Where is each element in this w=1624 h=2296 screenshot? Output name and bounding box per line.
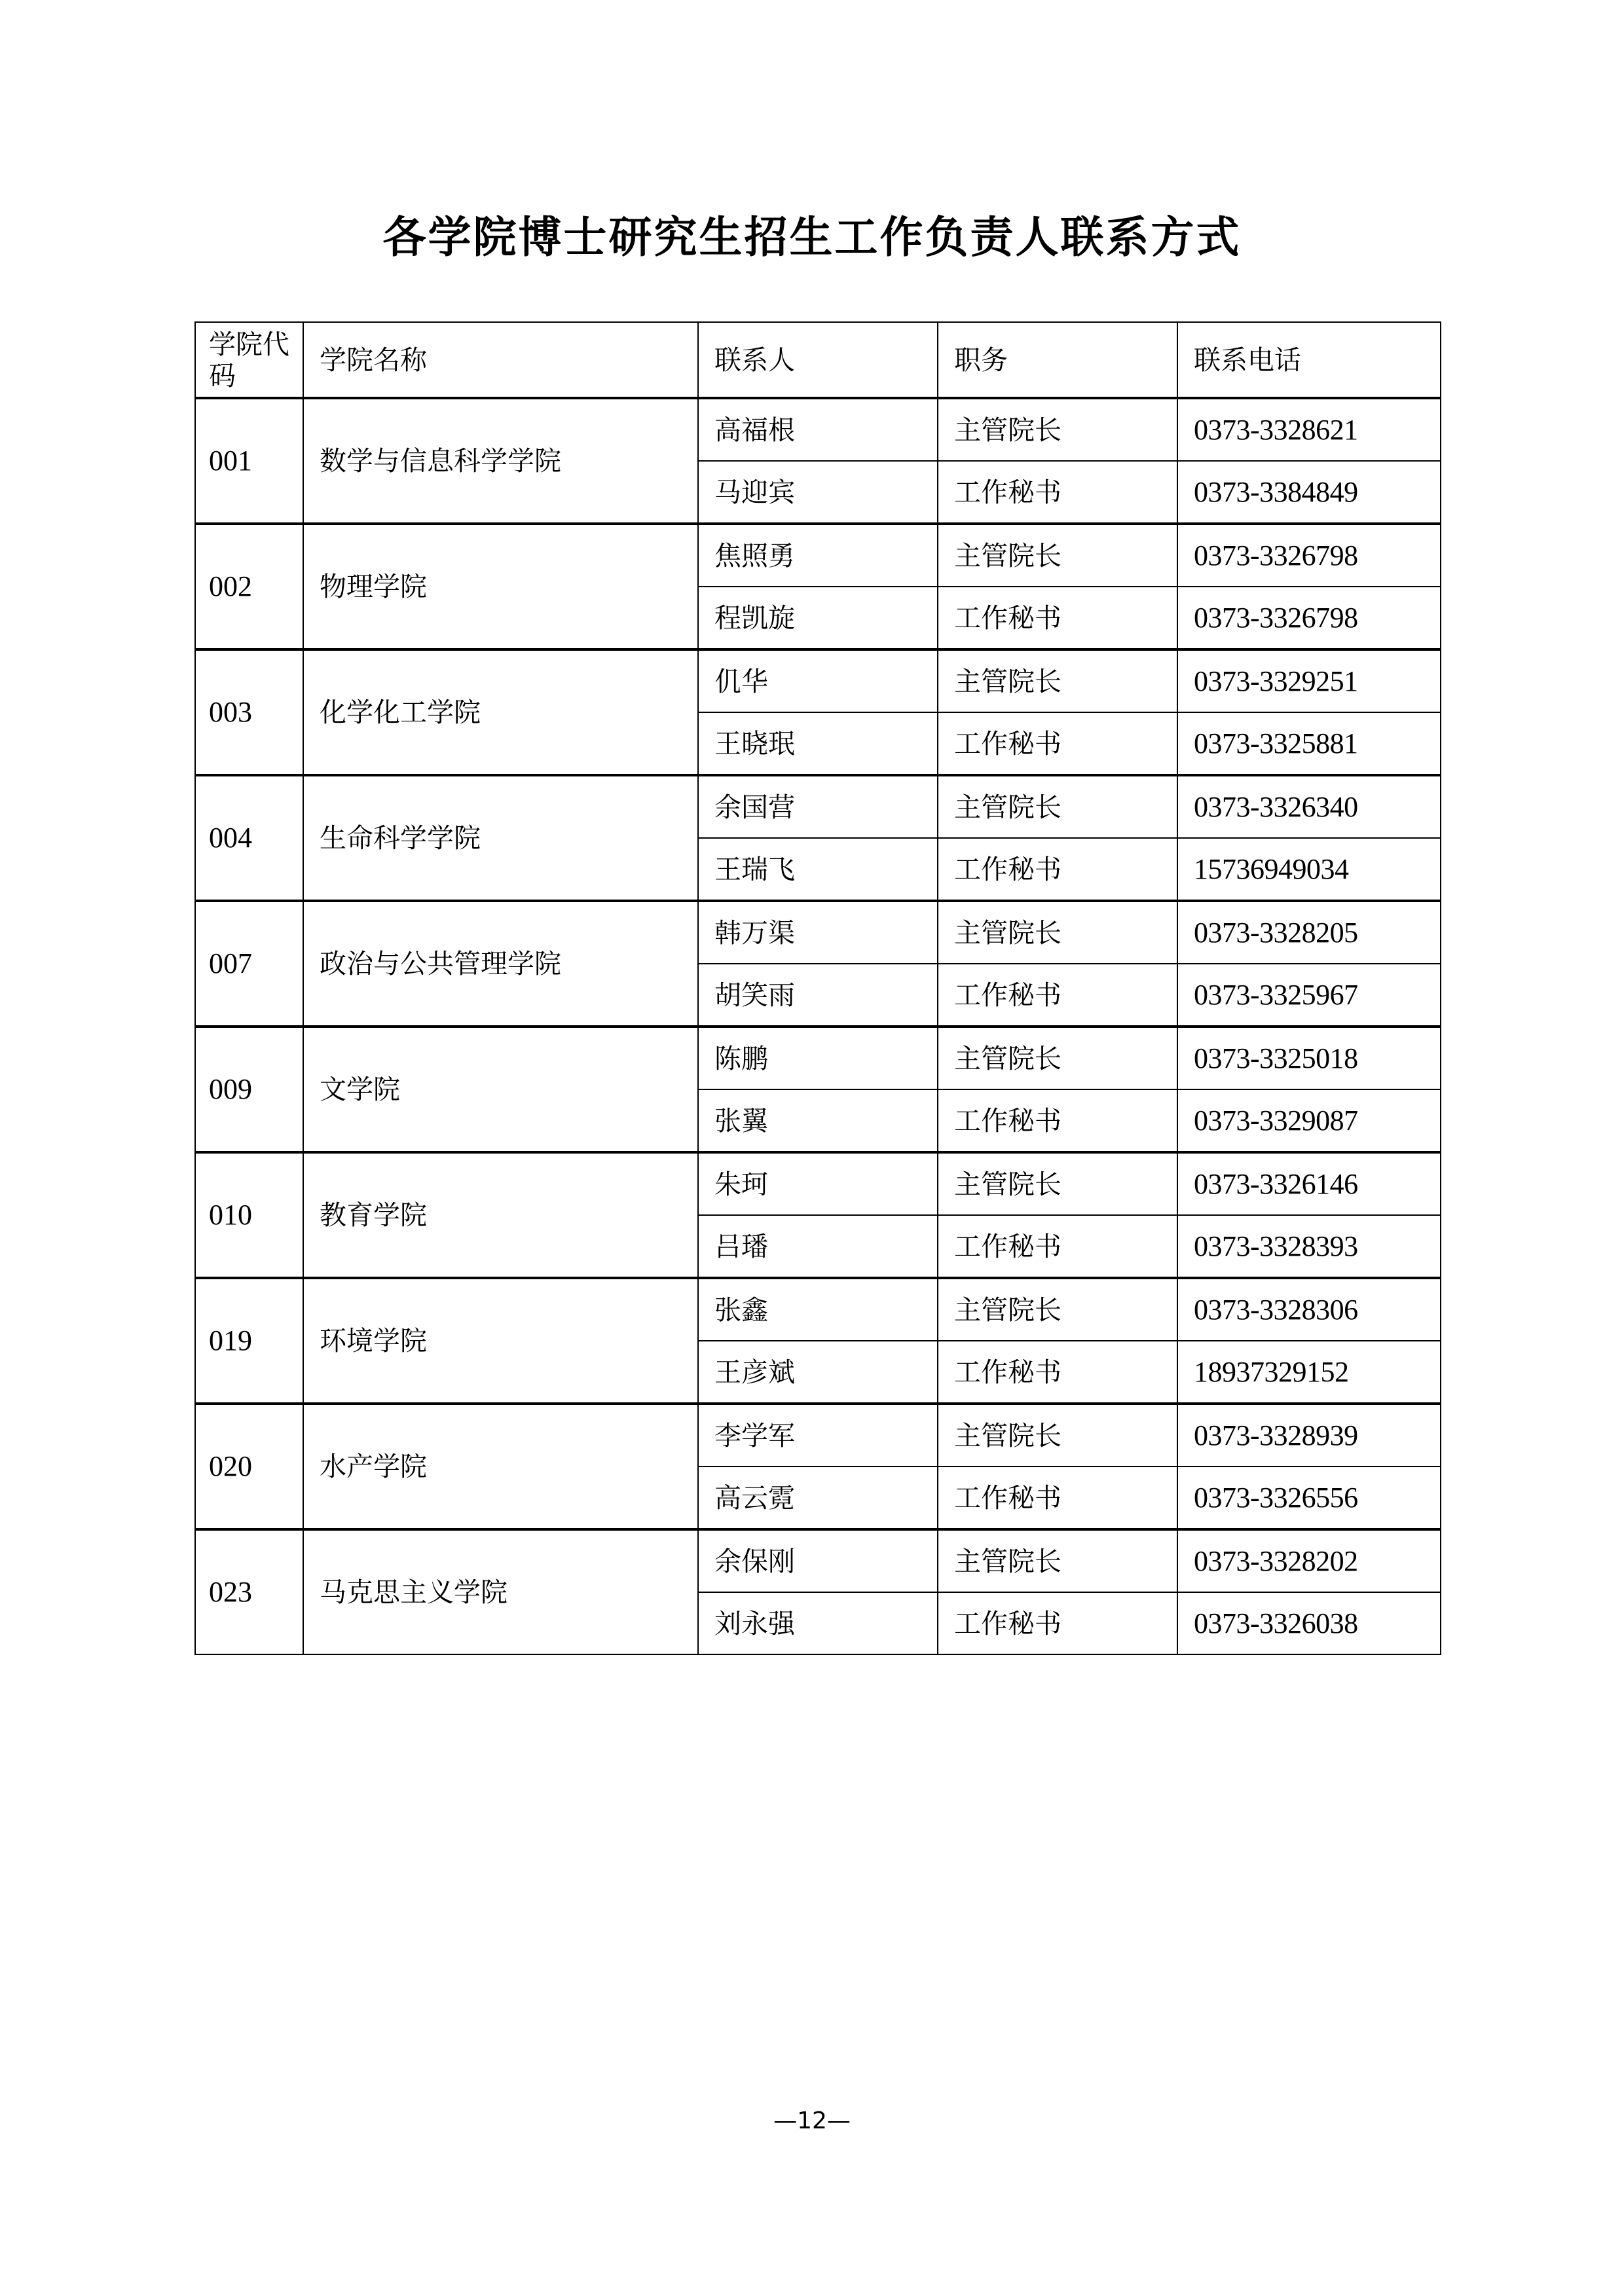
position-cell: 工作秘书: [938, 1341, 1177, 1404]
header-college-name: 学院名称: [303, 322, 698, 398]
college-code-cell: 001: [195, 398, 303, 524]
position-cell: 主管院长: [938, 775, 1177, 838]
position-cell: 工作秘书: [938, 1467, 1177, 1529]
contact-person-cell: 高福根: [698, 398, 938, 461]
college-code-cell: 023: [195, 1529, 303, 1654]
phone-cell: 0373-3325881: [1177, 712, 1441, 775]
table-row: [195, 398, 1441, 461]
position-cell: 主管院长: [938, 1404, 1177, 1467]
college-code-cell: 019: [195, 1278, 303, 1404]
phone-cell: 0373-3384849: [1177, 461, 1441, 524]
position-cell: 工作秘书: [938, 587, 1177, 649]
table-row: [195, 1404, 1441, 1467]
contact-person-cell: 韩万渠: [698, 901, 938, 964]
college-name-cell: 水产学院: [303, 1404, 698, 1529]
position-cell: 工作秘书: [938, 1089, 1177, 1152]
contact-person-cell: 仉华: [698, 649, 938, 712]
college-name-cell: 马克思主义学院: [303, 1529, 698, 1654]
position-cell: 主管院长: [938, 649, 1177, 712]
college-code-cell: 004: [195, 775, 303, 901]
phone-cell: 0373-3326340: [1177, 775, 1441, 838]
position-cell: 主管院长: [938, 1278, 1177, 1341]
contact-person-cell: 高云霓: [698, 1467, 938, 1529]
phone-cell: 0373-3328621: [1177, 398, 1441, 461]
contact-person-cell: 李学军: [698, 1404, 938, 1467]
contact-person-cell: 刘永强: [698, 1592, 938, 1654]
phone-cell: 0373-3325967: [1177, 964, 1441, 1027]
college-code-cell: 007: [195, 901, 303, 1027]
position-cell: 工作秘书: [938, 838, 1177, 901]
contact-person-cell: 胡笑雨: [698, 964, 938, 1027]
position-cell: 主管院长: [938, 398, 1177, 461]
position-cell: 工作秘书: [938, 712, 1177, 775]
phone-cell: 0373-3328205: [1177, 901, 1441, 964]
table-row: [195, 524, 1441, 587]
college-name-cell: 政治与公共管理学院: [303, 901, 698, 1027]
table-row: [195, 1529, 1441, 1592]
position-cell: 工作秘书: [938, 1215, 1177, 1278]
position-cell: 工作秘书: [938, 964, 1177, 1027]
phone-cell: 15736949034: [1177, 838, 1441, 901]
phone-cell: 18937329152: [1177, 1341, 1441, 1404]
phone-cell: 0373-3325018: [1177, 1027, 1441, 1089]
contact-person-cell: 朱珂: [698, 1152, 938, 1215]
page-title: 各学院博士研究生招生工作负责人联系方式: [382, 212, 1242, 263]
college-code-cell: 009: [195, 1027, 303, 1152]
contact-person-cell: 王瑞飞: [698, 838, 938, 901]
college-name-cell: 物理学院: [303, 524, 698, 649]
contact-person-cell: 余保刚: [698, 1529, 938, 1592]
header-contact-person: 联系人: [698, 322, 938, 398]
table-row: [195, 775, 1441, 838]
position-cell: 主管院长: [938, 1529, 1177, 1592]
contact-person-cell: 王彦斌: [698, 1341, 938, 1404]
contact-person-cell: 王晓珉: [698, 712, 938, 775]
table-row: [195, 1027, 1441, 1089]
position-cell: 主管院长: [938, 1152, 1177, 1215]
college-code-cell: 002: [195, 524, 303, 649]
phone-cell: 0373-3328939: [1177, 1404, 1441, 1467]
phone-cell: 0373-3326798: [1177, 587, 1441, 649]
phone-cell: 0373-3328393: [1177, 1215, 1441, 1278]
table-row: [195, 1152, 1441, 1215]
header-position: 职务: [938, 322, 1177, 398]
phone-cell: 0373-3328306: [1177, 1278, 1441, 1341]
position-cell: 工作秘书: [938, 461, 1177, 524]
phone-cell: 0373-3326798: [1177, 524, 1441, 587]
header-college-code: 学院代码: [195, 322, 303, 398]
college-name-cell: 化学化工学院: [303, 649, 698, 775]
college-code-cell: 020: [195, 1404, 303, 1529]
college-code-cell: 010: [195, 1152, 303, 1278]
phone-cell: 0373-3326556: [1177, 1467, 1441, 1529]
contacts-table: [194, 321, 1441, 1655]
table-row: [195, 901, 1441, 964]
college-code-cell: 003: [195, 649, 303, 775]
phone-cell: 0373-3326038: [1177, 1592, 1441, 1654]
table-row: [195, 649, 1441, 712]
table-row: [195, 1278, 1441, 1341]
position-cell: 主管院长: [938, 524, 1177, 587]
college-name-cell: 教育学院: [303, 1152, 698, 1278]
position-cell: 主管院长: [938, 1027, 1177, 1089]
contact-person-cell: 陈鹏: [698, 1027, 938, 1089]
table-header-row: [195, 322, 1441, 398]
college-name-cell: 生命科学学院: [303, 775, 698, 901]
page-number: —12—: [773, 2107, 851, 2134]
position-cell: 主管院长: [938, 901, 1177, 964]
phone-cell: 0373-3329251: [1177, 649, 1441, 712]
phone-cell: 0373-3328202: [1177, 1529, 1441, 1592]
position-cell: 工作秘书: [938, 1592, 1177, 1654]
contact-person-cell: 程凯旋: [698, 587, 938, 649]
college-name-cell: 环境学院: [303, 1278, 698, 1404]
contact-person-cell: 焦照勇: [698, 524, 938, 587]
phone-cell: 0373-3329087: [1177, 1089, 1441, 1152]
contact-person-cell: 张翼: [698, 1089, 938, 1152]
phone-cell: 0373-3326146: [1177, 1152, 1441, 1215]
contact-person-cell: 张鑫: [698, 1278, 938, 1341]
contact-person-cell: 马迎宾: [698, 461, 938, 524]
contact-person-cell: 余国营: [698, 775, 938, 838]
contact-person-cell: 吕璠: [698, 1215, 938, 1278]
header-phone: 联系电话: [1177, 322, 1441, 398]
college-name-cell: 数学与信息科学学院: [303, 398, 698, 524]
college-name-cell: 文学院: [303, 1027, 698, 1152]
